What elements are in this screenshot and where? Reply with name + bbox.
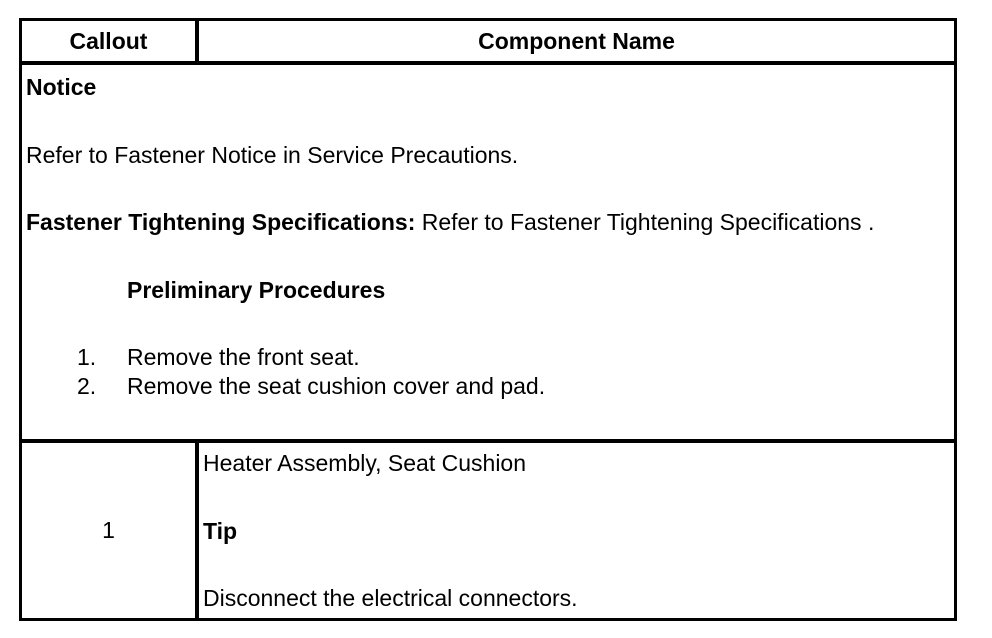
table-row xyxy=(22,443,954,618)
component-name-column-header: Component Name xyxy=(478,27,675,54)
fastener-spec-label: Fastener Tightening Specifications: xyxy=(26,209,416,235)
tip-text: Disconnect the electrical connectors. xyxy=(203,585,578,611)
notice-row xyxy=(22,65,954,443)
step-text: Remove the front seat. xyxy=(127,344,360,370)
step-text: Remove the seat cushion cover and pad. xyxy=(127,373,546,399)
notice-text: Refer to Fastener Notice in Service Precautions. xyxy=(26,142,519,168)
component-table xyxy=(19,18,957,621)
notice-heading: Notice xyxy=(26,74,97,100)
preliminary-procedures-heading: Preliminary Procedures xyxy=(127,277,386,303)
fastener-spec-line xyxy=(26,209,874,235)
component-cell xyxy=(199,443,954,618)
callout-number: 1 xyxy=(22,443,199,618)
fastener-spec-text: Refer to Fastener Tightening Specifications . xyxy=(415,209,875,235)
step-number: 1. xyxy=(77,344,97,370)
step-number: 2. xyxy=(77,373,97,399)
tip-heading: Tip xyxy=(203,518,238,544)
component-name: Heater Assembly, Seat Cushion xyxy=(203,450,527,476)
callout-column-header: Callout xyxy=(22,21,199,61)
table-header-row xyxy=(22,21,954,65)
